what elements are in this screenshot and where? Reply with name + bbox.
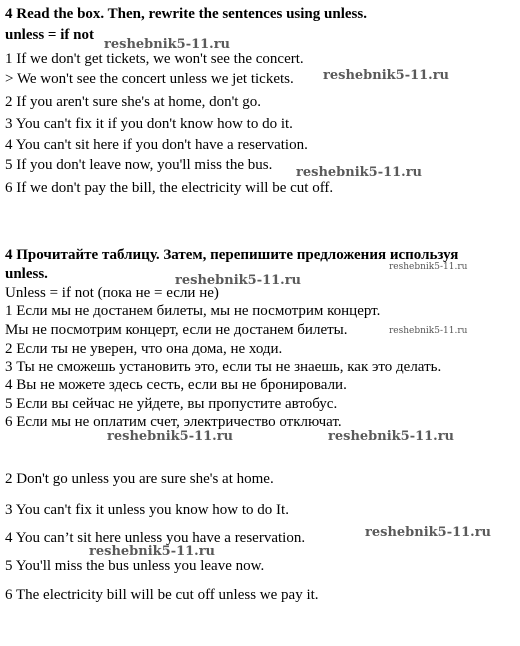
answer-line: 4 You can’t sit here unless you have a reservation. (5, 530, 306, 546)
exercise-heading: 4 Read the box. Then, rewrite the sentences using unless. (5, 6, 367, 22)
watermark-text: reshebnik5-11.ru (296, 165, 423, 180)
watermark-text: reshebnik5-11.ru (107, 429, 234, 444)
translation-line: 5 Если вы сейчас не уйдете, вы пропустите автобус. (5, 396, 338, 412)
sentence-line: > We won't see the concert unless we jet tickets. (5, 71, 294, 87)
sentence-line: 1 If we don't get tickets, we won't see the concert. (5, 51, 304, 67)
sentence-line: 5 If you don't leave now, you'll miss the bus. (5, 157, 273, 173)
sentence-line: 3 You can't fix it if you don't know how to do it. (5, 116, 293, 132)
translation-line: 4 Вы не можете здесь сесть, если вы не бронировали. (5, 377, 347, 393)
watermark-text: reshebnik5-11.ru (323, 68, 450, 83)
rule-text: unless = if not (5, 27, 94, 43)
translation-line: 6 Если мы не оплатим счет, электричество отключат. (5, 414, 342, 430)
watermark-text: reshebnik5-11.ru (104, 37, 231, 52)
translation-rule: Unless = if not (пока не = если не) (5, 285, 219, 301)
watermark-text: reshebnik5-11.ru (389, 326, 468, 336)
watermark-text: reshebnik5-11.ru (389, 262, 468, 272)
translation-line: 2 Если ты не уверен, что она дома, не ходи. (5, 341, 283, 357)
translation-line: 3 Ты не сможешь установить это, если ты не знаешь, как это делать. (5, 359, 442, 375)
translation-line: Мы не посмотрим концерт, если не достанем билеты. (5, 322, 348, 338)
sentence-line: 6 If we don't pay the bill, the electricity will be cut off. (5, 180, 334, 196)
translation-heading: 4 Прочитайте таблицу. Затем, перепишите предложения используя (5, 247, 459, 263)
sentence-line: 2 If you aren't sure she's at home, don't go. (5, 94, 261, 110)
watermark-text: reshebnik5-11.ru (89, 544, 216, 559)
answer-line: 2 Don't go unless you are sure she's at home. (5, 471, 274, 487)
answer-line: 6 The electricity bill will be cut off unless we pay it. (5, 587, 319, 603)
answer-line: 3 You can't fix it unless you know how to do It. (5, 502, 289, 518)
sentence-line: 4 You can't sit here if you don't have a reservation. (5, 137, 308, 153)
answer-line: 5 You'll miss the bus unless you leave now. (5, 558, 265, 574)
translation-heading-cont: unless. (5, 266, 48, 282)
watermark-text: reshebnik5-11.ru (328, 429, 455, 444)
watermark-text: reshebnik5-11.ru (175, 273, 302, 288)
translation-line: 1 Если мы не достанем билеты, мы не посмотрим концерт. (5, 303, 381, 319)
watermark-text: reshebnik5-11.ru (365, 525, 492, 540)
